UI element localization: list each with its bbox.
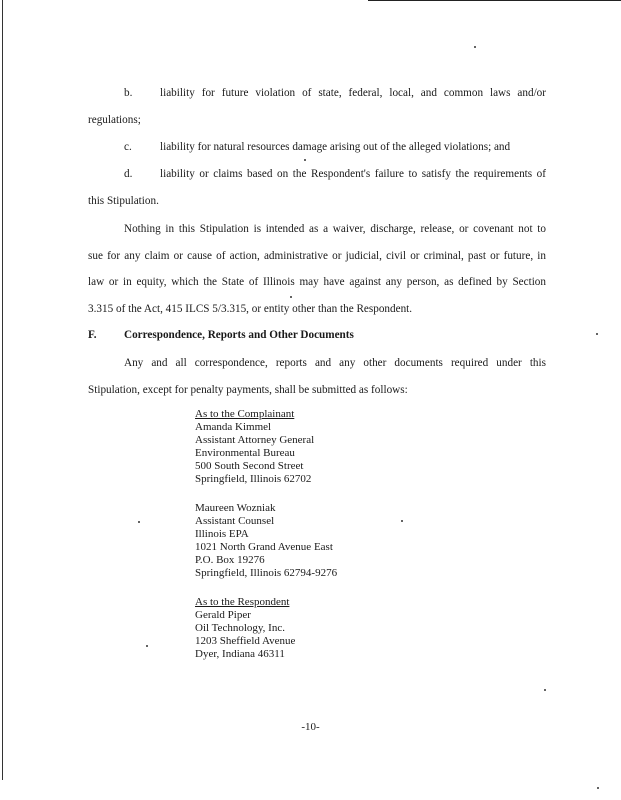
complainant-label: As to the Complainant: [195, 408, 295, 420]
address-line: Assistant Counsel: [195, 515, 275, 527]
item-d-continuation: this Stipulation.: [88, 195, 159, 207]
address-line: 500 South Second Street: [195, 460, 304, 472]
address-line: 1021 North Grand Avenue East: [195, 541, 333, 553]
item-c-text: liability for natural resources damage arising out of the alleged violations; and: [160, 141, 511, 153]
waiver-line-3: law or in equity, which the State of Illinois may have against any person, as defined by Section: [88, 276, 546, 288]
item-b-marker: b.: [124, 87, 133, 99]
scan-speck: [290, 296, 292, 298]
address-line: Amanda Kimmel: [195, 421, 272, 433]
waiver-line-2: sue for any claim or cause of action, administrative or judicial, civil or criminal, past or future, in: [88, 250, 546, 262]
scan-speck: [146, 645, 148, 647]
scan-speck: [597, 787, 599, 789]
item-d-marker: d.: [124, 168, 133, 180]
waiver-line-1: Nothing in this Stipulation is intended as a waiver, discharge, release, or covenant not to: [124, 223, 546, 235]
item-b-text: liability for future violation of state, federal, local, and common laws and/or: [160, 87, 546, 99]
scan-speck: [544, 689, 546, 691]
address-line: Springfield, Illinois 62794-9276: [195, 567, 338, 579]
address-line: P.O. Box 19276: [195, 554, 265, 566]
address-line: Dyer, Indiana 46311: [195, 648, 285, 660]
scan-speck: [474, 46, 476, 48]
address-line: Gerald Piper: [195, 609, 251, 621]
address-line: Illinois EPA: [195, 528, 249, 540]
address-line: Springfield, Illinois 62702: [195, 473, 312, 485]
waiver-line-4: 3.315 of the Act, 415 ILCS 5/3.315, or entity other than the Respondent.: [88, 303, 413, 315]
scan-edge-left: [2, 0, 3, 780]
scan-edge-top: [368, 0, 621, 1]
section-f-letter: F.: [88, 329, 97, 341]
address-line: Assistant Attorney General: [195, 434, 315, 446]
item-c-marker: c.: [124, 141, 132, 153]
section-f-para-line-1: Any and all correspondence, reports and any other documents required under this: [124, 357, 546, 369]
respondent-label: As to the Respondent: [195, 596, 290, 608]
address-line: Maureen Wozniak: [195, 502, 276, 514]
address-line: Oil Technology, Inc.: [195, 622, 285, 634]
item-d-text: liability or claims based on the Respondent's failure to satisfy the requirements of: [160, 168, 546, 180]
address-line: 1203 Sheffield Avenue: [195, 635, 296, 647]
scan-speck: [304, 159, 306, 161]
section-f-heading: Correspondence, Reports and Other Documents: [124, 329, 354, 341]
scan-speck: [596, 333, 598, 335]
item-b-continuation: regulations;: [88, 114, 141, 126]
scan-speck: [401, 520, 403, 522]
section-f-para-line-2: Stipulation, except for penalty payments, shall be submitted as follows:: [88, 384, 408, 396]
scan-speck: [138, 521, 140, 523]
page-number: -10-: [301, 721, 320, 733]
address-line: Environmental Bureau: [195, 447, 295, 459]
